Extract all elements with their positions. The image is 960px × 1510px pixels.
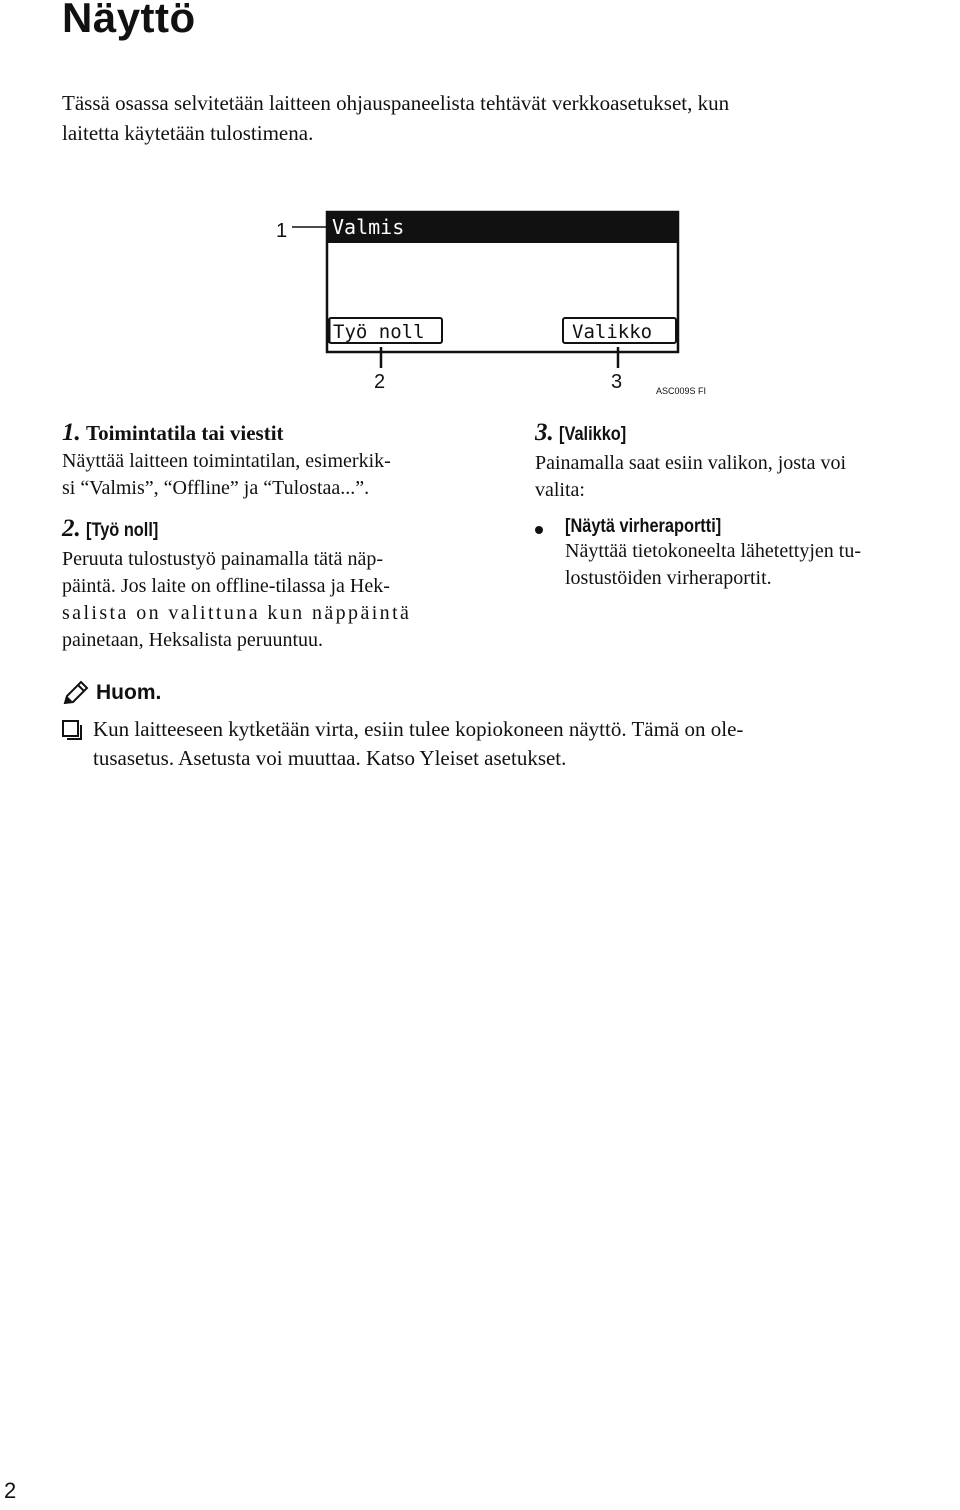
pencil-icon [62,680,90,706]
menu-option-item [535,516,960,592]
item-3-line-1: Painamalla saat esiin valikon, josta voi [535,452,847,474]
menu-option-line-1: Näyttää tietokoneelta lähetettyjen tu- [565,540,861,562]
note-line-1 [62,715,960,744]
item-1-heading [62,418,494,448]
soft-key-tyo-noll-label: Työ noll [333,321,425,343]
display-panel-diagram [270,205,720,395]
item-2-heading [62,514,494,546]
status-message: Valmis [332,215,405,239]
item-2-line-4: painetaan, Heksalista peruuntuu. [62,629,324,651]
left-column [62,418,494,654]
item-2-line-3: salista on valittuna kun näppäintä [62,602,412,624]
item-1-number: 1. [62,419,81,446]
checkbox-icon [62,720,79,737]
item-3-line-2: valita: [535,479,585,501]
bullet-icon [535,526,543,534]
item-2-number: 2. [62,515,81,542]
intro-line-2: laitetta käytetään tulostimena. [62,121,314,145]
note-heading [62,680,161,706]
item-3-title: [Valikko] [559,424,627,445]
callout-number-2: 2 [374,371,386,393]
item-1-description [62,448,494,502]
intro-paragraph [62,88,960,148]
page-title: Näyttö [62,0,196,41]
image-code: ASC009S FI [656,386,707,395]
note-title: Huom. [96,681,162,704]
item-2-title: [Työ noll] [86,520,159,541]
callout-number-3: 3 [611,371,623,393]
item-2-description [62,546,494,654]
menu-option-description [565,538,960,592]
right-column [535,418,960,592]
item-2-line-1: Peruuta tulostustyö painamalla tätä näp- [62,548,384,570]
note-line-2: tusasetus. Asetusta voi muuttaa. Katso Yleiset asetukset. [93,746,567,770]
item-3-heading [535,418,960,450]
item-3-number: 3. [535,419,554,446]
page-number: 2 [4,1478,17,1503]
menu-option-line-2: lostustöiden virheraportit. [565,567,772,589]
item-1-line-1: Näyttää laitteen toimintatilan, esimerkik- [62,450,391,472]
note-body [62,715,960,773]
note-line-1-text: Kun laitteeseen kytketään virta, esiin tulee kopiokoneen näyttö. Tämä on ole- [93,717,744,741]
item-3-description [535,450,960,504]
item-1-title: Toimintatila tai viestit [86,421,284,445]
soft-key-valikko-label: Valikko [572,321,653,343]
item-2-line-2: päintä. Jos laite on offline-tilassa ja Hek- [62,575,390,597]
item-1-line-2: si “Valmis”, “Offline” ja “Tulostaa...”. [62,477,370,499]
menu-option-title: [Näytä virheraportti] [565,516,722,537]
intro-line-1: Tässä osassa selvitetään laitteen ohjauspaneelista tehtävät verkkoasetukset, kun [62,91,730,115]
callout-number-1: 1 [276,220,288,242]
